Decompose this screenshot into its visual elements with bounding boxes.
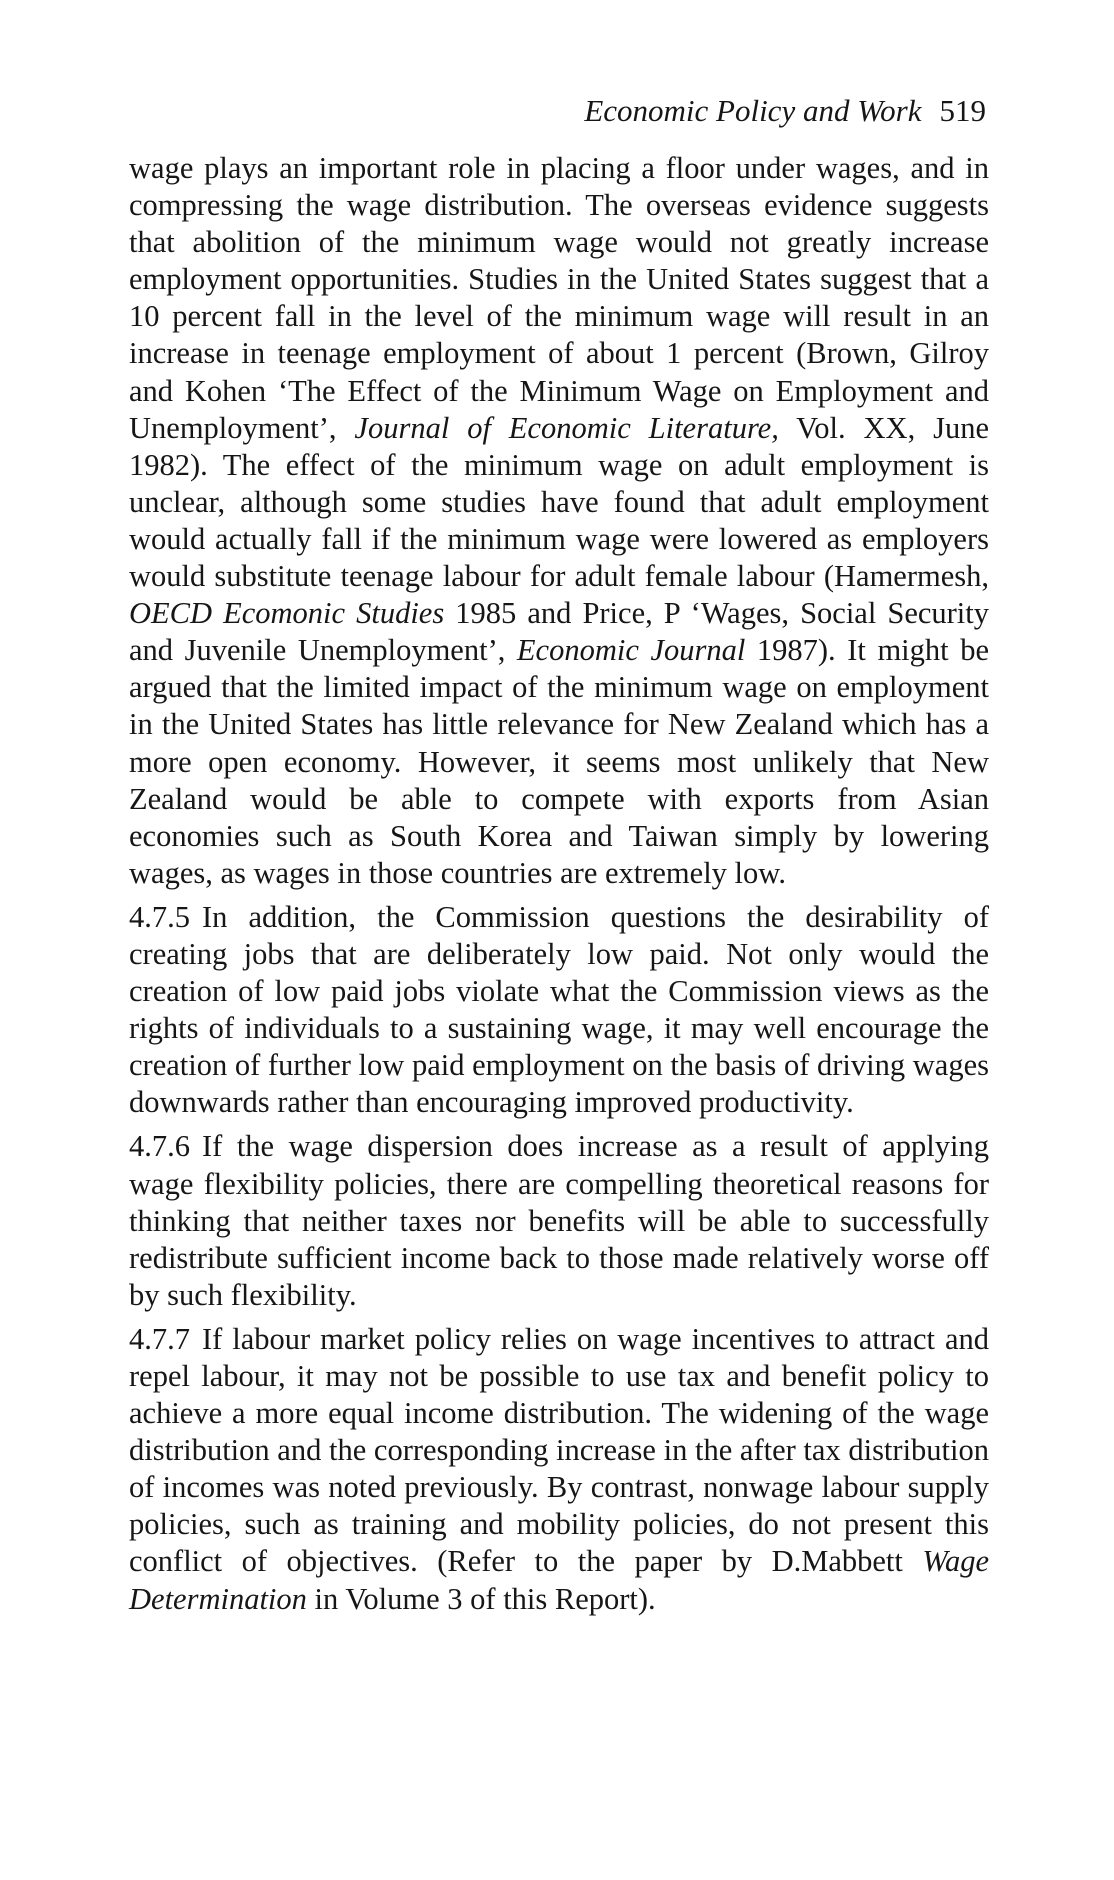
text-run: If labour market policy relies on wage incentives to attract and repel labour, it may not be possible to use tax and benefit policy to achieve a more equal income distribution. The widening of the wage distribution and the corresponding increase in the after tax distribution of incomes was noted previously. By contrast, nonwage labour supply policies, such as training and mobility policies, do not present this conflict of objectives. (Refer to the paper by D.Mabbett [129,1321,989,1579]
text-run: In addition, the Commission questions the desirability of creating jobs that are deliberately low paid. Not only would the creation of low paid jobs violate what the Commission views as the rights of individuals to a sustaining wage, it may well encourage the creation of further low paid employment on the basis of driving wages downwards rather than encouraging improved productivity. [129,899,989,1120]
text-run: Vol. XX, June 1982). The effect of the minimum wage on adult employment is unclear, although some studies have found that adult employment would actually fall if the minimum wage were lowered as employers would substitute teenage labour for adult female labour (Hamermesh, [129,410,989,594]
body-text [129,150,989,1625]
citation-journal-title: Journal of Economic Literature, [354,410,779,445]
citation-journal-title: Economic Journal [516,633,746,668]
paragraph-4-7-6 [129,1128,989,1313]
citation-paper-title: Wage Determination [129,1544,989,1616]
citation-publication-title: OECD Ecomonic Studies [129,596,445,631]
paragraph-4-7-7 [129,1321,989,1618]
paragraph-number: 4.7.6 [129,1129,190,1164]
running-head [584,92,986,130]
paragraph-4-7-5 [129,899,989,1122]
running-head-title: Economic Policy and Work [584,93,922,128]
paragraph-number: 4.7.5 [129,899,190,934]
text-run: If the wage dispersion does increase as a result of applying wage flexibility policies, there are compelling theoretical reasons for thinking that neither taxes nor benefits will be able to successfully redistribute sufficient income back to those made relatively worse off by such flexibility. [129,1129,989,1312]
text-run: in Volume 3 of this Report). [306,1581,656,1616]
paragraph-continuation [129,150,989,892]
text-run: wage plays an important role in placing a floor under wages, and in compressing the wage distribution. The overseas evidence suggests that abolition of the minimum wage would not greatly increase employment opportunities. Studies in the United States suggest that a 10 percent fall in the level of the minimum wage will result in an increase in teenage employment of about 1 percent (Brown, Gilroy and Kohen ‘The Effect of the Minimum Wage on Employment and Unemployment’, [129,151,989,445]
paragraph-number: 4.7.7 [129,1321,190,1356]
text-run: 1985 and Price, P ‘Wages, Social Security and Juvenile Unemployment’, [129,596,990,668]
text-run: 1987). It might be argued that the limited impact of the minimum wage on employment in the United States has little relevance for New Zealand which has a more open economy. However, it seems most unlikely that New Zealand would be able to compete with exports from Asian economies such as South Korea and Taiwan simply by lowering wages, as wages in those countries are extremely low. [129,633,989,890]
page-number: 519 [939,93,986,128]
